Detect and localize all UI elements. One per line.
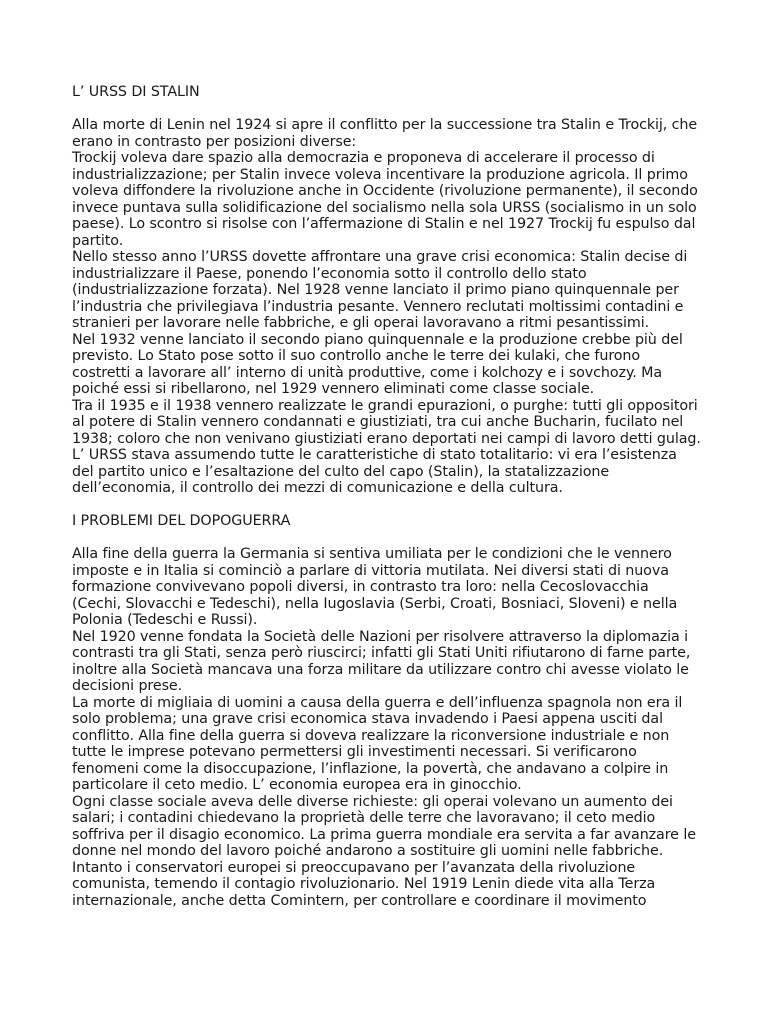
paragraph: L’ URSS stava assumendo tutte le caratteristiche di stato totalitario: vi era l’esistenza del partito unico e l’esaltazione del culto del capo (Stalin), la statalizzazione dell’economia, il controllo dei mezzi di comunicazione e della cultura. [72,447,677,496]
spacer [72,497,702,514]
paragraph: Tra il 1935 e il 1938 vennero realizzate le grandi epurazioni, o purghe: tutti gli oppositori al potere di Stalin vennero condannati e giustiziati, tra cui anche Bucharin, fucilato nel 1938; coloro che non venivano giustiziati erano deportati nei campi di lavoro detti gulag. [72,397,701,447]
paragraph: Nel 1920 venne fondata la Società delle Nazioni per risolvere attraverso la diplomazia i contrasti tra gli Stati, senza però riuscirci; infatti gli Stati Uniti rifiutarono di farne parte, inoltre alla Società mancava una forza militare da utilizzare contro chi avesse violato le decisioni prese. [72,628,691,694]
paragraph: Ogni classe sociale aveva delle diverse richieste: gli operai volevano un aumento dei salari; i contadini chiedevano la proprietà delle terre che lavoravano; il ceto medio soffriva per il disagio economico. La prima guerra mondiale era servita a far avanzare le donne nel mondo del lavoro poiché andarono a sostituire gli uomini nelle fabbriche. [72,793,696,859]
paragraph: Alla morte di Lenin nel 1924 si apre il conflitto per la successione tra Stalin e Trockij, che erano in contrasto per posizioni diverse: [72,117,698,150]
spacer [72,101,702,118]
section-title-problemi-dopoguerra: I PROBLEMI DEL DOPOGUERRA [72,513,291,529]
document-page [72,84,702,909]
paragraph: Nello stesso anno l’URSS dovette affrontare una grave crisi economica: Stalin decise di industrializzare il Paese, ponendo l’economia sotto il controllo dello stato (industrializzazione forzata). Nel 1928 venne lanciato il primo piano quinquennale per l’industria che privilegiava l’industria pesante. Vennero reclutati moltissimi contadini e stranieri per lavorare nelle fabbriche, e gli operai lavoravano a ritmi pesantissimi. [72,249,688,331]
section-title-urss-di-stalin: L’ URSS DI STALIN [72,84,200,100]
paragraph: La morte di migliaia di uomini a causa della guerra e dell’influenza spagnola non era il solo problema; una grave crisi economica stava invadendo i Paesi appena usciti dal conflitto. Alla fine della guerra si doveva realizzare la riconversione industriale e non tutte le imprese potevano permettersi gli investimenti necessari. Si verificarono fenomeni come la disoccupazione, l’inflazione, la povertà, che andavano a colpire in particolare il ceto medio. L’ economia europea era in ginocchio. [72,694,683,793]
paragraph: Alla fine della guerra la Germania si sentiva umiliata per le condizioni che le vennero imposte e in Italia si cominciò a parlare di vittoria mutilata. Nei diversi stati di nuova formazione convivevano popoli diversi, in contrasto tra loro: nella Cecoslovacchia (Cechi, Slovacchi e Tedeschi), nella Iugoslavia (Serbi, Croati, Bosniaci, Sloveni) e nella Polonia (Tedeschi e Russi). [72,546,678,628]
paragraph: Intanto i conservatori europei si preoccupavano per l’avanzata della rivoluzione comunista, temendo il contagio rivoluzionario. Nel 1919 Lenin diede vita alla Terza internazionale, anche detta Comintern, per controllare e coordinare il movimento [72,859,656,909]
paragraph: Trockij voleva dare spazio alla democrazia e proponeva di accelerare il processo di industrializzazione; per Stalin invece voleva incentivare la produzione agricola. Il primo voleva diffondere la rivoluzione anche in Occidente (rivoluzione permanente), il secondo invece puntava sulla solidificazione del socialismo nella sola URSS (socialismo in un solo paese). Lo scontro si risolse con l’affermazione di Stalin e nel 1927 Trockij fu espulso dal partito. [72,150,698,249]
spacer [72,530,702,547]
paragraph: Nel 1932 venne lanciato il secondo piano quinquennale e la produzione crebbe più del previsto. Lo Stato pose sotto il suo controllo anche le terre dei kulaki, che furono costretti a lavorare all’ interno di unità produttive, come i kolchozy e i sovchozy. Ma poiché essi si ribellarono, nel 1929 vennero eliminati come classe sociale. [72,331,683,397]
